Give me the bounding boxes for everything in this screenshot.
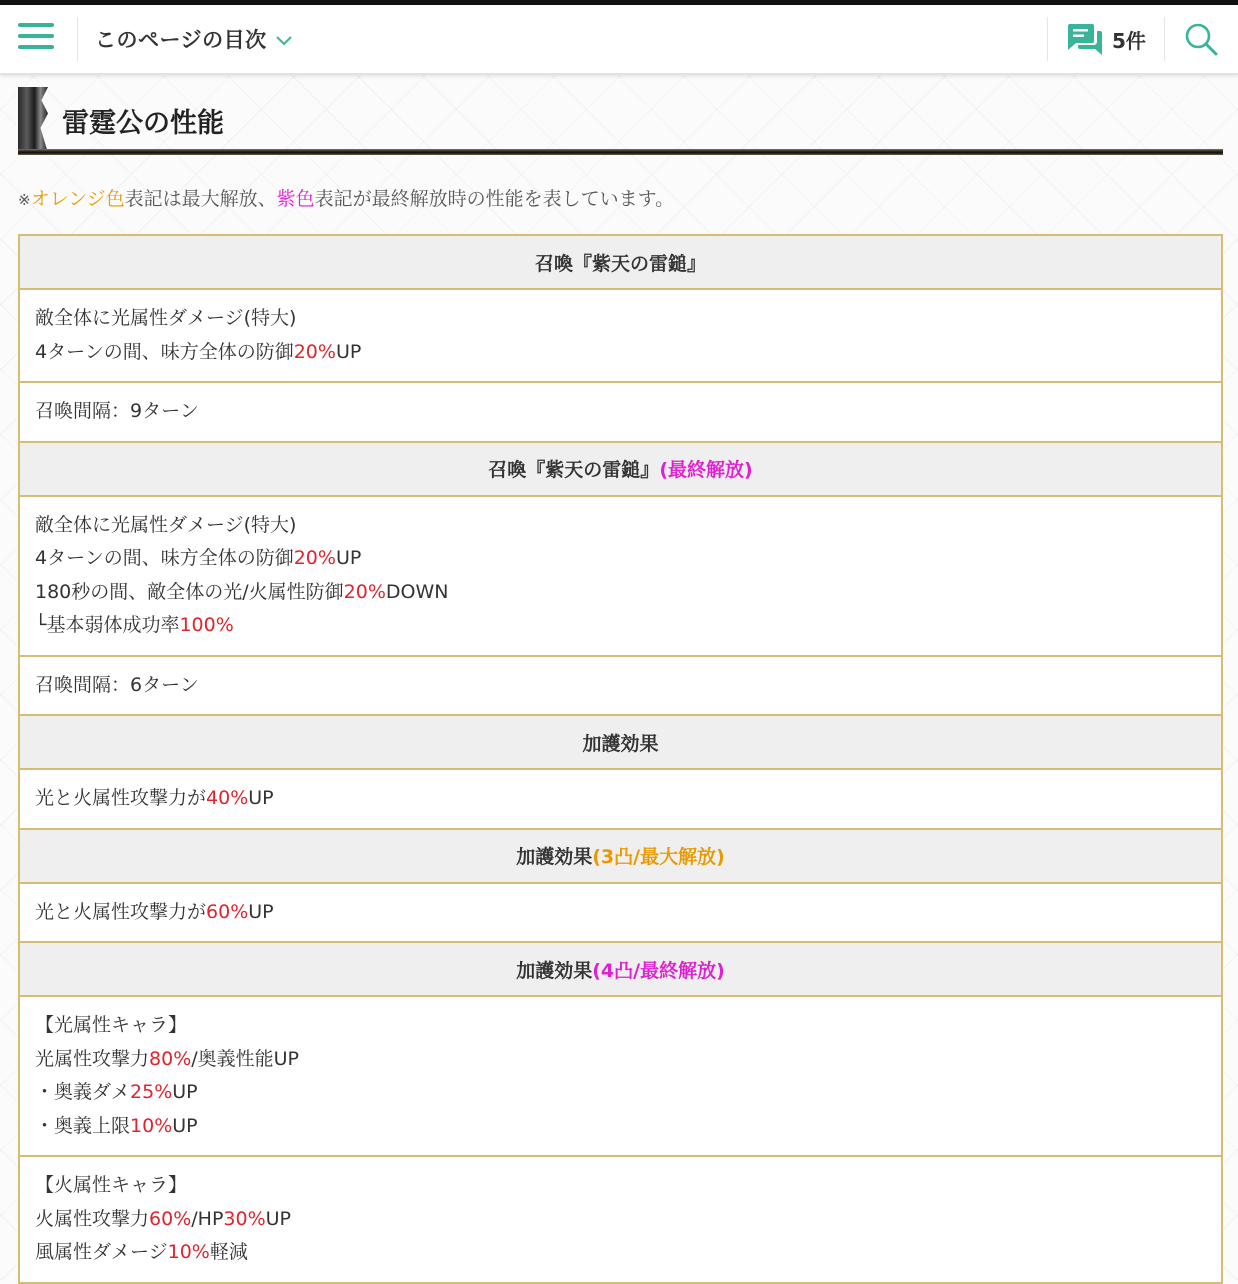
effect-text: 風属性ダメージ	[35, 1241, 168, 1263]
summon-header	[19, 235, 1222, 289]
effect-line: 敵全体に光属性ダメージ(特大)	[35, 513, 297, 536]
effect-value: 60%	[149, 1207, 192, 1230]
summon-interval: 召喚間隔：6ターン	[35, 673, 199, 696]
summon-effect-cell	[19, 289, 1222, 382]
effect-text: 4ターンの間、味方全体の防御	[35, 547, 294, 569]
color-legend-note	[18, 184, 674, 211]
note-text-2: 表記が最終解放時の性能を表しています。	[314, 188, 675, 210]
menu-button[interactable]	[18, 23, 58, 55]
effect-value: 10%	[130, 1114, 173, 1137]
effect-value: 80%	[149, 1047, 192, 1070]
aura-final-fire-cell	[19, 1156, 1222, 1283]
effect-text: 火属性攻撃力	[35, 1207, 150, 1230]
effect-text: UP	[172, 1081, 198, 1103]
table-row	[19, 656, 1222, 716]
header-divider	[1164, 17, 1165, 61]
summon-header-label: 召喚『紫天の雷鎚』	[534, 252, 706, 275]
summon-final-header	[19, 442, 1222, 496]
site-header	[0, 5, 1238, 75]
aura-header	[19, 715, 1222, 769]
menu-icon	[18, 23, 58, 49]
effect-text: UP	[335, 340, 362, 363]
aura-max-effect-cell	[19, 883, 1222, 943]
table-row	[19, 829, 1222, 883]
table-row	[19, 942, 1222, 996]
table-row	[19, 715, 1222, 769]
effect-text: /奥義性能UP	[191, 1047, 300, 1070]
toc-label: このページの目次	[95, 28, 267, 52]
performance-table	[18, 234, 1223, 1284]
effect-text: 4ターンの間、味方全体の防御	[35, 340, 294, 363]
summon-interval: 召喚間隔：9ターン	[35, 400, 199, 422]
effect-text: UP	[248, 900, 274, 923]
header-divider	[1047, 17, 1048, 61]
effect-text: UP	[265, 1207, 292, 1230]
effect-value: 60%	[206, 900, 249, 923]
effect-text: DOWN	[385, 580, 449, 603]
table-row	[19, 883, 1222, 943]
effect-text: ・奥義ダメ	[35, 1081, 131, 1103]
header-suffix: (最終解放)	[659, 459, 753, 481]
effect-text: 軽減	[209, 1241, 248, 1263]
effect-text: 光と火属性攻撃力が	[35, 787, 207, 809]
effect-value: 20%	[293, 340, 336, 363]
aura-header-label: 加護効果	[516, 959, 593, 982]
effect-text: └基本弱体成功率	[35, 614, 180, 636]
effect-text: 光と火属性攻撃力が	[35, 900, 207, 923]
note-mark: ※	[18, 191, 31, 209]
note-purple-word: 紫色	[276, 188, 315, 210]
aura-max-header	[19, 829, 1222, 883]
effect-line: 敵全体に光属性ダメージ(特大)	[35, 307, 297, 329]
aura-final-header	[19, 942, 1222, 996]
comment-count: 5件	[1112, 28, 1146, 53]
header-divider	[77, 17, 78, 61]
table-row	[19, 769, 1222, 829]
table-row	[19, 382, 1222, 442]
effect-text: UP	[248, 787, 274, 809]
comments-button[interactable]	[1066, 21, 1146, 57]
table-row	[19, 289, 1222, 382]
search-icon	[1184, 22, 1218, 56]
table-row	[19, 442, 1222, 496]
effect-text: UP	[335, 547, 362, 569]
aura-effect-cell	[19, 769, 1222, 829]
effect-value: 20%	[343, 580, 386, 603]
comment-icon	[1066, 21, 1104, 57]
heading-ornament	[18, 87, 48, 153]
aura-header-label: 加護効果	[582, 732, 659, 755]
effect-text: 光属性攻撃力	[35, 1047, 150, 1070]
effect-value: 10%	[167, 1241, 210, 1263]
toc-button[interactable]	[95, 23, 293, 55]
effect-value: 25%	[130, 1081, 173, 1103]
aura-header-label: 加護効果	[516, 846, 593, 868]
heading-rule	[18, 149, 1223, 155]
effect-value: 100%	[179, 614, 234, 636]
table-row	[19, 996, 1222, 1156]
search-button[interactable]	[1184, 22, 1218, 56]
header-suffix: (3凸/最大解放)	[592, 846, 725, 868]
effect-text: 180秒の間、敵全体の光/火属性防御	[35, 580, 344, 603]
summon-final-effect-cell	[19, 496, 1222, 656]
effect-text: /HP	[191, 1207, 224, 1230]
header-suffix: (4凸/最終解放)	[592, 959, 725, 982]
effect-line: 【光属性キャラ】	[35, 1014, 188, 1036]
table-row	[19, 496, 1222, 656]
note-text-1: 表記は最大解放、	[124, 188, 277, 210]
summon-header-label: 召喚『紫天の雷鎚』	[488, 459, 660, 481]
note-orange-word: オレンジ色	[30, 188, 125, 210]
aura-final-light-cell	[19, 996, 1222, 1156]
section-title: 雷霆公の性能	[62, 108, 224, 139]
chevron-down-icon	[275, 35, 293, 47]
table-row	[19, 1156, 1222, 1283]
summon-final-interval-cell	[19, 656, 1222, 716]
summon-interval-cell	[19, 382, 1222, 442]
effect-text: ・奥義上限	[35, 1114, 131, 1137]
section-heading	[18, 87, 1223, 157]
effect-text: UP	[172, 1114, 198, 1137]
effect-line: 【火属性キャラ】	[35, 1174, 188, 1196]
effect-value: 30%	[223, 1207, 266, 1230]
effect-value: 40%	[206, 787, 249, 809]
table-row	[19, 235, 1222, 289]
effect-value: 20%	[293, 547, 336, 569]
